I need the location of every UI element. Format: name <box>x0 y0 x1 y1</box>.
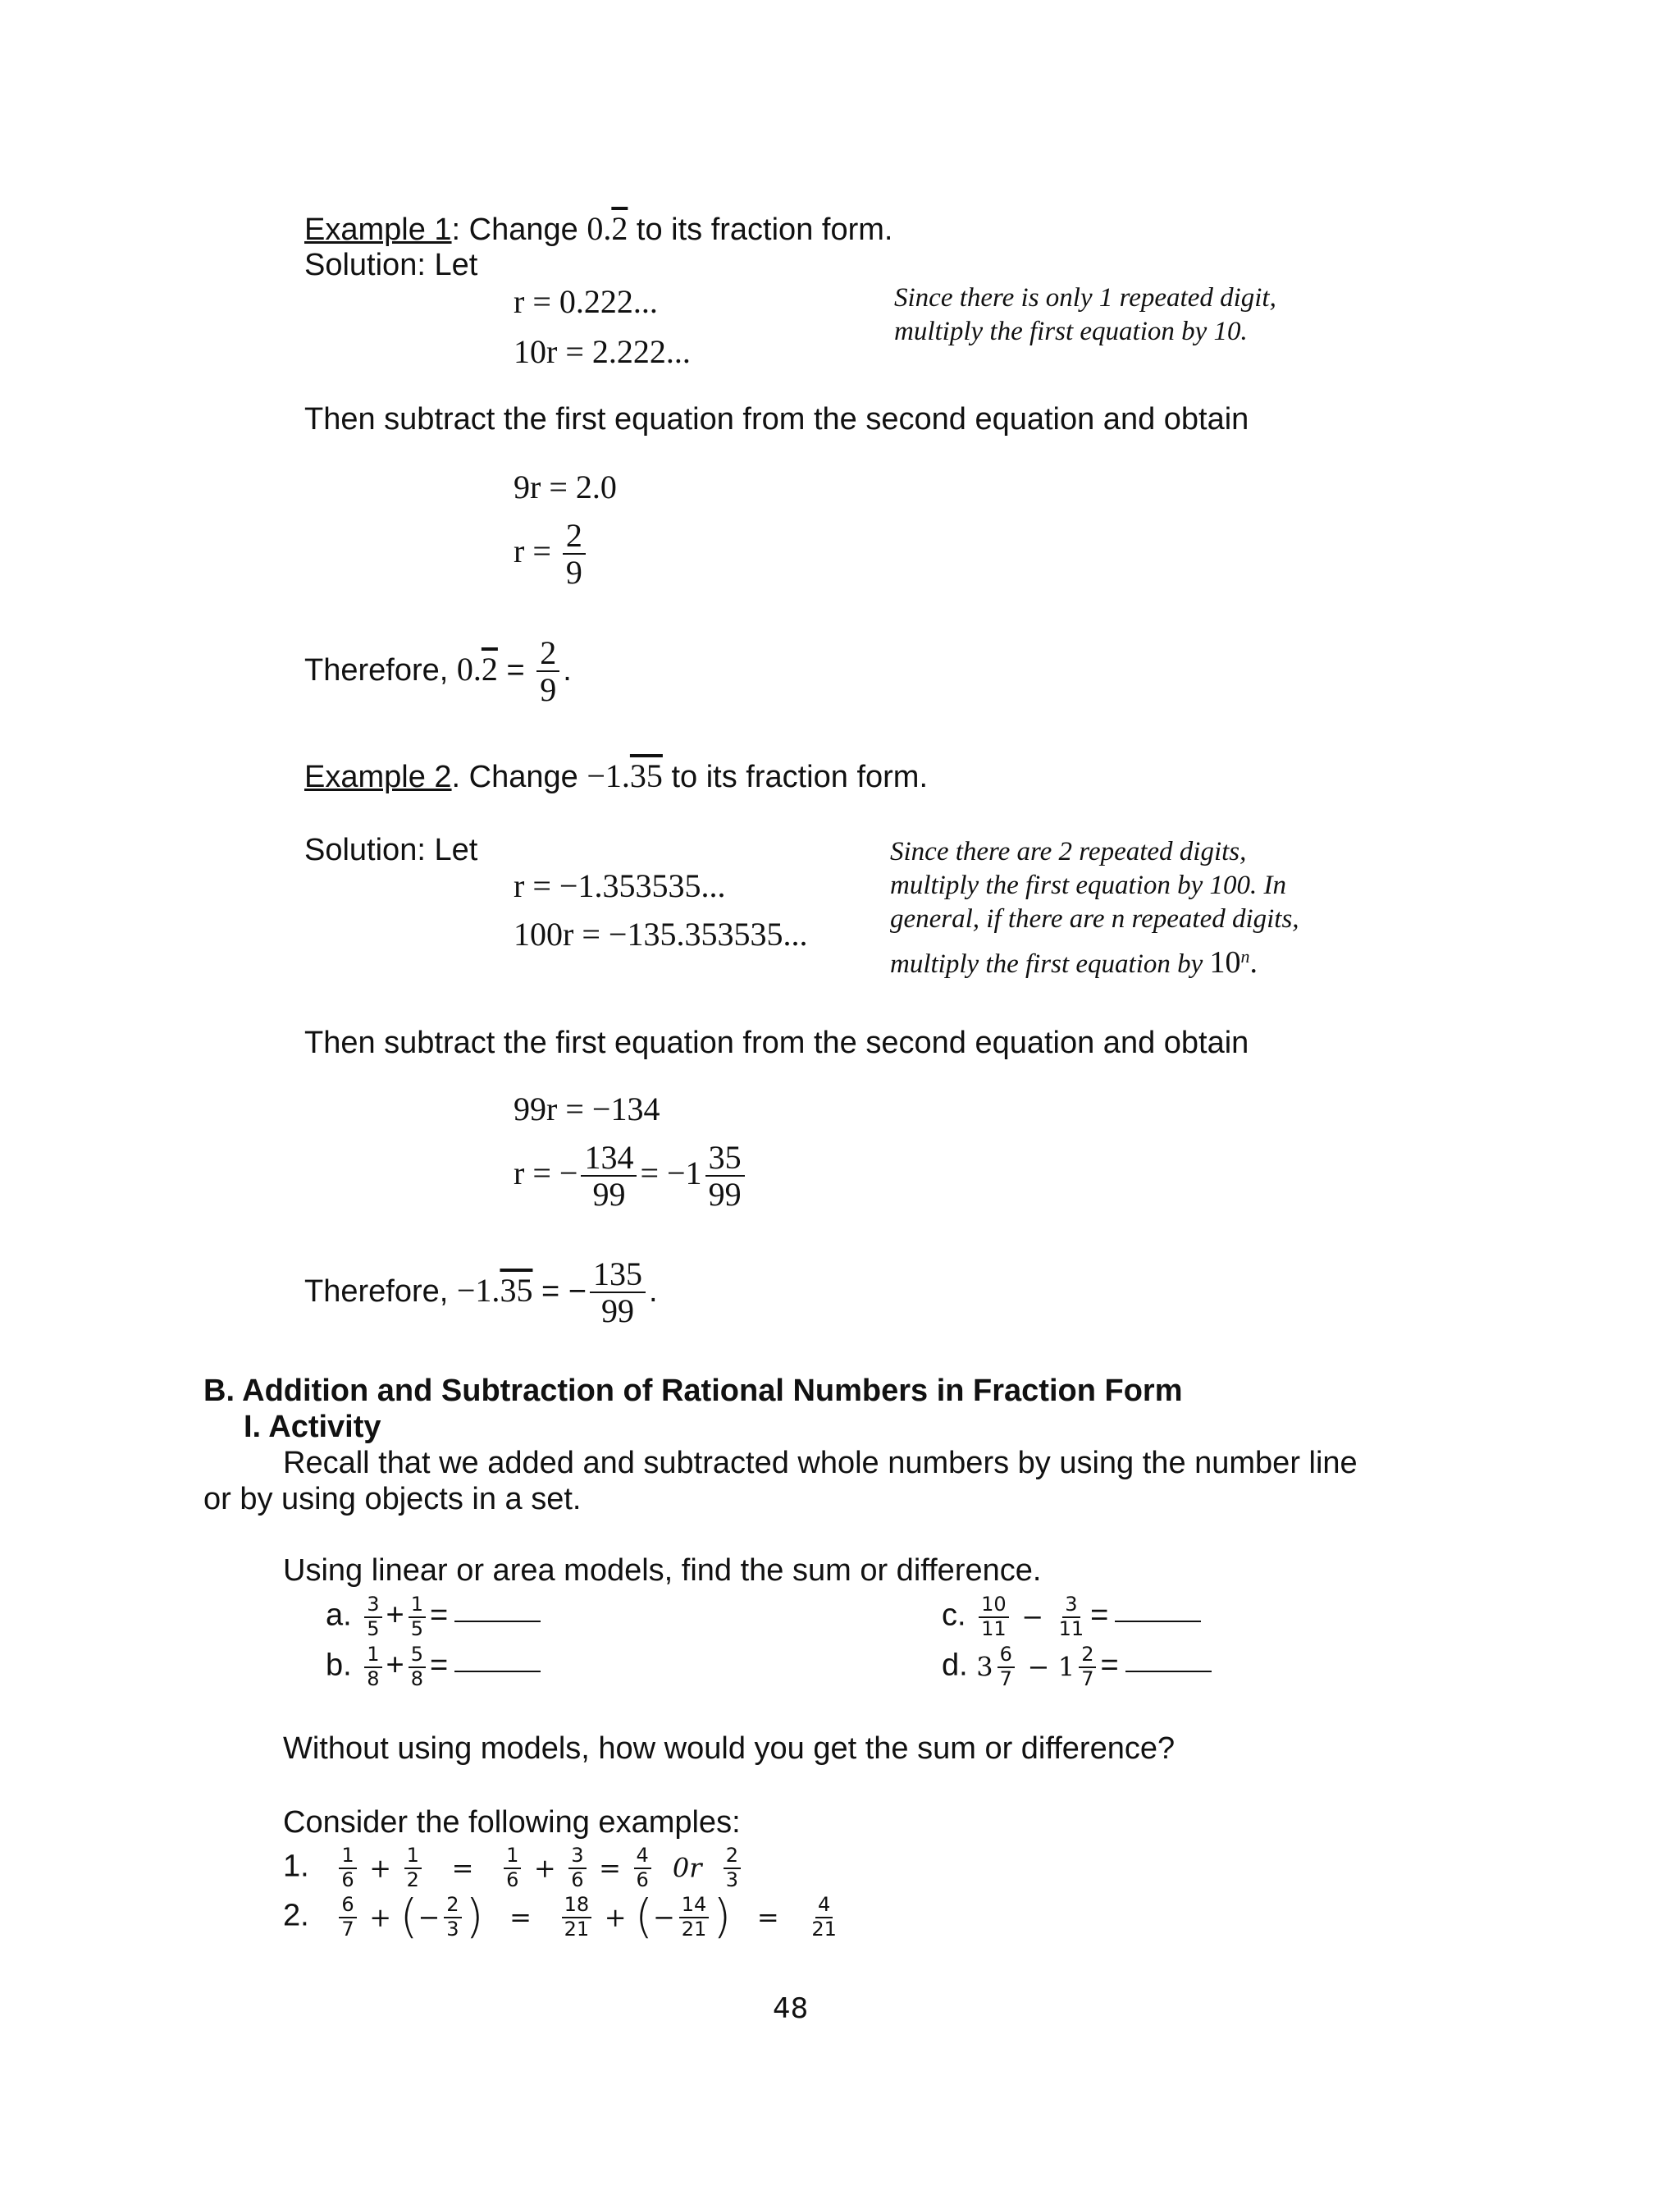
fraction: $\frac{2}{3}$ <box>444 1894 461 1941</box>
example1-eq2: 10r = 2.222... <box>514 333 691 370</box>
without-models-text: Without using models, how would you get the sum or difference? <box>283 1731 1176 1766</box>
fraction: $\frac{14}{21}$ <box>679 1894 710 1941</box>
fraction: $\frac{2}{9}$ <box>536 636 559 708</box>
recall-line2: or by using objects in a set. <box>203 1482 582 1516</box>
item-b: b. $\frac{1}{8}$ + $\frac{5}{8}$ = <box>326 1644 541 1690</box>
item-a: a. $\frac{3}{5}$ + $\frac{1}{5}$ = <box>326 1593 541 1640</box>
example2-eq2: 100r = −135.353535... <box>514 916 808 953</box>
example1-label: Example 1 <box>304 213 452 247</box>
item-c: c. $\frac{10}{11}$ − $\frac{3}{11}$ = <box>942 1593 1201 1640</box>
example2-label: Example 2 <box>304 760 452 794</box>
example1-eq4: r = $\frac{2}{9}$ <box>514 519 589 591</box>
recall-line1: Recall that we added and subtracted whole numbers by using the number line <box>283 1446 1358 1480</box>
fraction: $\frac{10}{11}$ <box>979 1593 1009 1640</box>
models-prompt: Using linear or area models, find the sum or difference. <box>283 1553 1042 1588</box>
fraction: $\frac{135}{99}$ <box>590 1257 646 1329</box>
fraction: $\frac{18}{21}$ <box>562 1894 592 1941</box>
fraction: $\frac{6}{7}$ <box>339 1894 356 1941</box>
example1-subtract-text: Then subtract the first equation from the second equation and obtain <box>304 402 1249 437</box>
answer-blank[interactable] <box>454 1670 541 1672</box>
consider-text: Consider the following examples: <box>283 1805 741 1840</box>
section-b-title: B. Addition and Subtraction of Rational Numbers in Fraction Form <box>203 1374 1183 1408</box>
example2-solution-let: Solution: Let <box>304 833 478 867</box>
example1-therefore: Therefore, 0.2 = $\frac{2}{9}$ . <box>304 634 572 708</box>
fraction: $\frac{4}{6}$ <box>634 1845 651 1891</box>
example1-note: Since there is only 1 repeated digit, multiply the first equation by 10. <box>894 283 1276 346</box>
fraction: $\frac{1}{5}$ <box>409 1593 426 1640</box>
fraction: $\frac{4}{21}$ <box>811 1893 837 1941</box>
fraction: $\frac{2}{7}$ <box>1079 1644 1096 1690</box>
fraction: $\frac{3}{5}$ <box>364 1593 381 1640</box>
example1-eq3: 9r = 2.0 <box>514 469 617 505</box>
fraction: $\frac{3}{11}$ <box>1058 1593 1084 1640</box>
example2-heading: Example 2. Change −1.35 to its fraction form. <box>304 757 929 794</box>
fraction: $\frac{134}{99}$ <box>581 1141 637 1213</box>
fraction: $\frac{5}{8}$ <box>409 1644 426 1690</box>
fraction: $\frac{1}{6}$ <box>339 1845 356 1891</box>
fraction: $\frac{2}{9}$ <box>563 519 586 591</box>
answer-blank[interactable] <box>454 1620 541 1622</box>
example1-heading: Example 1: Change 0.2 to its fraction form. <box>304 210 893 247</box>
fraction: $\frac{2}{3}$ <box>724 1845 741 1891</box>
example2-eq3: 99r = −134 <box>514 1090 660 1127</box>
fraction: $\frac{35}{99}$ <box>705 1141 745 1213</box>
activity-title: I. Activity <box>244 1410 381 1444</box>
consider-example-1: 1. $\frac{1}{6}$ + $\frac{1}{2}$ = $\frac{1}{6}$ + $\frac{3}{6}$ = $\frac{4}{6}$ 0r $\frac{2}{3}$ <box>283 1845 745 1891</box>
example1-solution-let: Solution: Let <box>304 248 478 282</box>
consider-example-2: 2. $\frac{6}{7}$ + (− $\frac{2}{3}$ ) = $\frac{18}{21}$ + (− $\frac{14}{21}$ ) = $\frac{4}{21}$ <box>283 1894 843 1941</box>
example2-note: Since there are 2 repeated digits, multiply the first equation by 100. In general, if there are n repeated digits, multiply the first equation by 10$^n$. <box>890 837 1299 980</box>
example2-subtract-text: Then subtract the first equation from the second equation and obtain <box>304 1026 1249 1060</box>
example2-eq1: r = −1.353535... <box>514 867 726 904</box>
fraction: $\frac{1}{2}$ <box>404 1845 422 1891</box>
repeating-digit: 2 <box>611 210 628 247</box>
example2-therefore: Therefore, −1.35 = − $\frac{135}{99}$ . <box>304 1255 658 1329</box>
item-d: d. 3 $\frac{6}{7}$ − 1 $\frac{2}{7}$ = <box>942 1644 1212 1690</box>
fraction: $\frac{1}{8}$ <box>364 1644 381 1690</box>
fraction: $\frac{3}{6}$ <box>568 1845 586 1891</box>
fraction: $\frac{1}{6}$ <box>504 1845 521 1891</box>
fraction: $\frac{6}{7}$ <box>998 1644 1015 1690</box>
page-number: 48 <box>773 1992 809 2025</box>
example2-eq4: r = − $\frac{134}{99}$ = −1 $\frac{35}{99}$ <box>514 1141 748 1213</box>
example1-eq1: r = 0.222... <box>514 283 658 320</box>
answer-blank[interactable] <box>1125 1670 1212 1672</box>
answer-blank[interactable] <box>1115 1620 1201 1622</box>
